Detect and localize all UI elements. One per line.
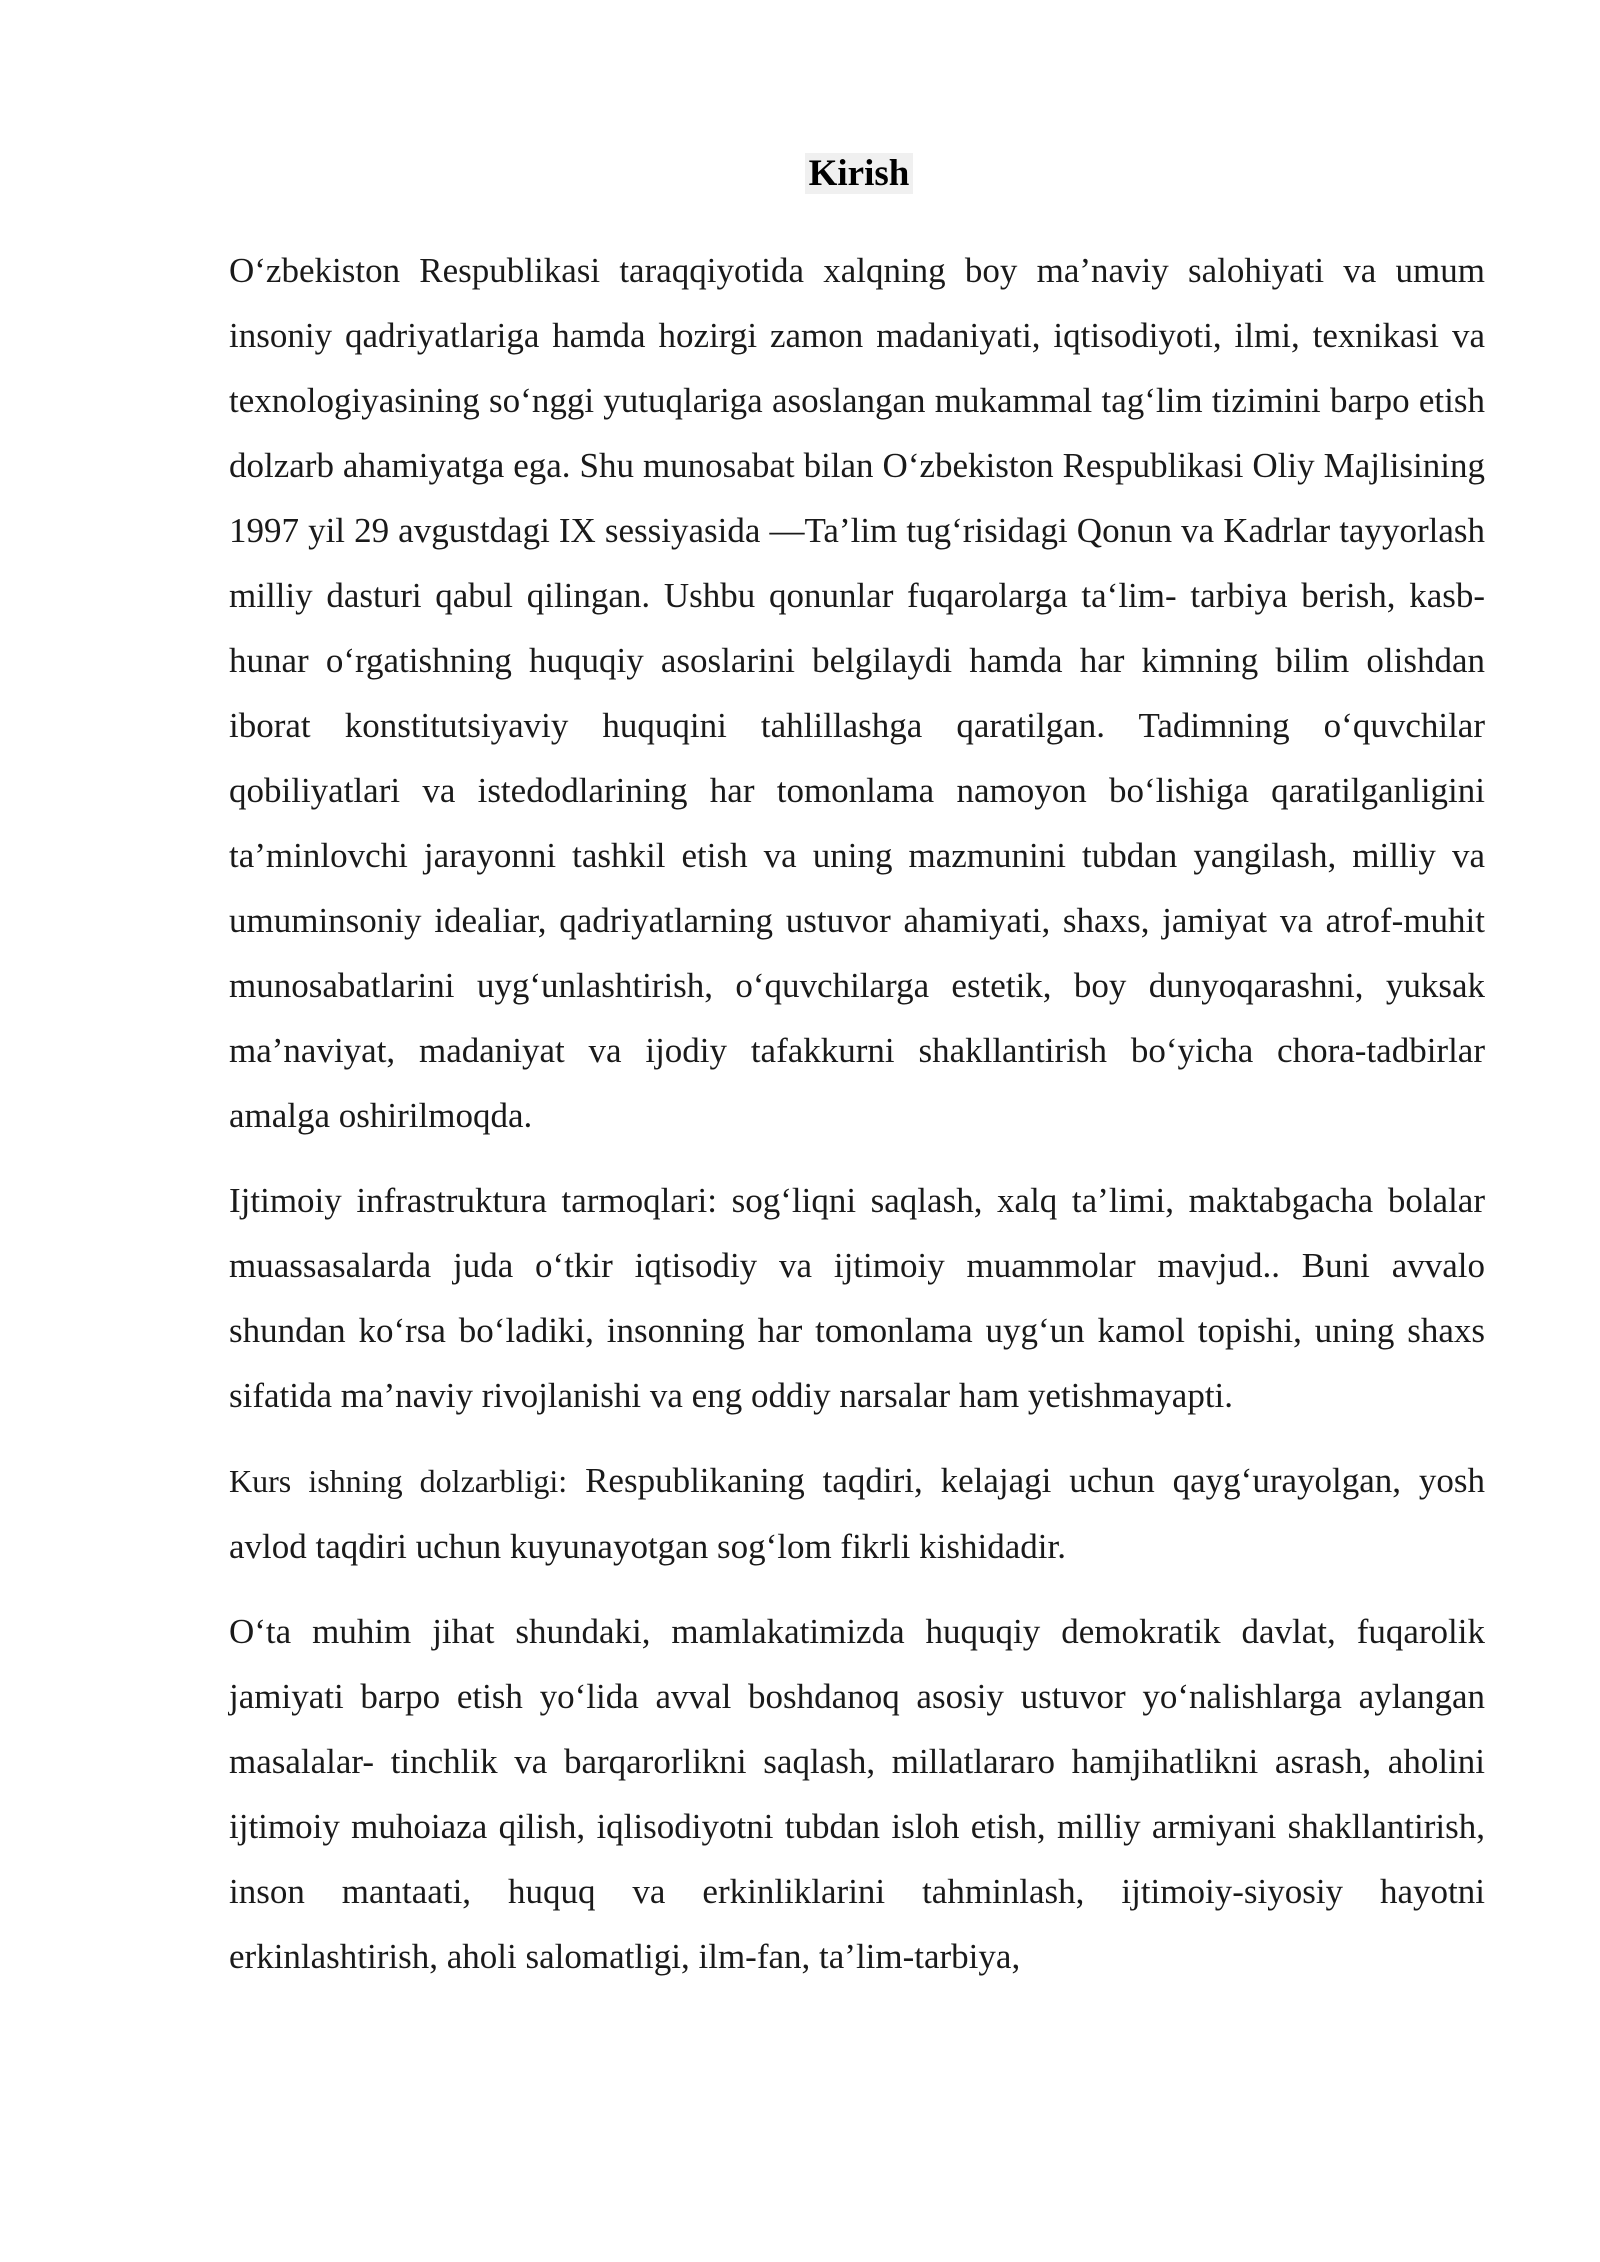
page-heading: [0, 148, 1600, 200]
paragraph-intro: O‘zbekiston Respublikasi taraqqiyotida xalqning boy ma’naviy salohiyati va umum insoniy qadriyatlariga hamda hozirgi zamon madaniyati, iqtisodiyoti, ilmi, texnikasi va texnologiyasining so‘nggi yutuqlariga asoslangan mukammal tag‘lim tizimini barpo etish dolzarb ahamiyatga ega. Shu munosabat bilan O‘zbekiston Respublikasi Oliy Majlisining 1997 yil 29 avgustdagi IX sessiyasida —Ta’lim tug‘risidagi Qonun va Kadrlar tayyorlash milliy dasturi qabul qilingan. Ushbu qonunlar fuqarolarga ta‘lim- tarbiya berish, kasb-hunar o‘rgatishning huquqiy asoslarini belgilaydi hamda har kimning bilim olishdan iborat konstitutsiyaviy huquqini tahlillashga qaratilgan. Tadimning o‘quvchilar qobiliyatlari va istedodlarining har tomonlama namoyon bo‘lishiga qaratilganligini ta’minlovchi jarayonni tashkil etish va uning mazmunini tubdan yangilash, milliy va umuminsoniy idealiar, qadriyatlarning ustuvor ahamiyati, shaxs, jamiyat va atrof-muhit munosabatlarini uyg‘unlashtirish, o‘quvchilarga estetik, boy dunyoqarashni, yuksak ma’naviyat, madaniyat va ijodiy tafakkurni shakllantirish bo‘yicha chora-tadbirlar amalga oshirilmoqda.: [229, 251, 1485, 1135]
relevance-text: Respublikaning taqdiri, kelajagi uchun qayg‘urayolgan, yosh avlod taqdiri uchun kuyunayotgan sog‘lom fikrli kishidadir.: [229, 1461, 1486, 1566]
relevance-lead: Kurs ishning dolzarbligi:: [229, 1463, 568, 1499]
document-body: [229, 238, 1485, 2009]
paragraph-infrastructure: Ijtimoiy infrastruktura tarmoqlari: sog‘liqni saqlash, xalq ta’limi, maktabgacha bolalar muassasalarda juda o‘tkir iqtisodiy va ijtimoiy muammolar mavjud.. Buni avvalo shundan ko‘rsa bo‘ladiki, insonning har tomonlama uyg‘un kamol topishi, uning shaxs sifatida ma’naviy rivojlanishi va eng oddiy narsalar ham yetishmayapti.: [229, 1181, 1485, 1415]
heading-text: Kirish: [805, 153, 914, 194]
paragraph-relevance: [229, 1448, 1485, 1579]
paragraph-important-aspect: O‘ta muhim jihat shundaki, mamlakatimizda huquqiy demokratik davlat, fuqarolik jamiyati barpo etish yo‘lida avval boshdanoq asosiy ustuvor yo‘nalishlarga aylangan masalalar- tinchlik va barqarorlikni saqlash, millatlararo hamjihatlikni asrash, aholini ijtimoiy muhoiaza qilish, iqlisodiyotni tubdan isloh etish, milliy armiyani shakllantirish, inson mantaati, huquq va erkinliklarini tahminlash, ijtimoiy-siyosiy hayotni erkinlashtirish, aholi salomatligi, ilm-fan, ta’lim-tarbiya,: [229, 1612, 1485, 1976]
